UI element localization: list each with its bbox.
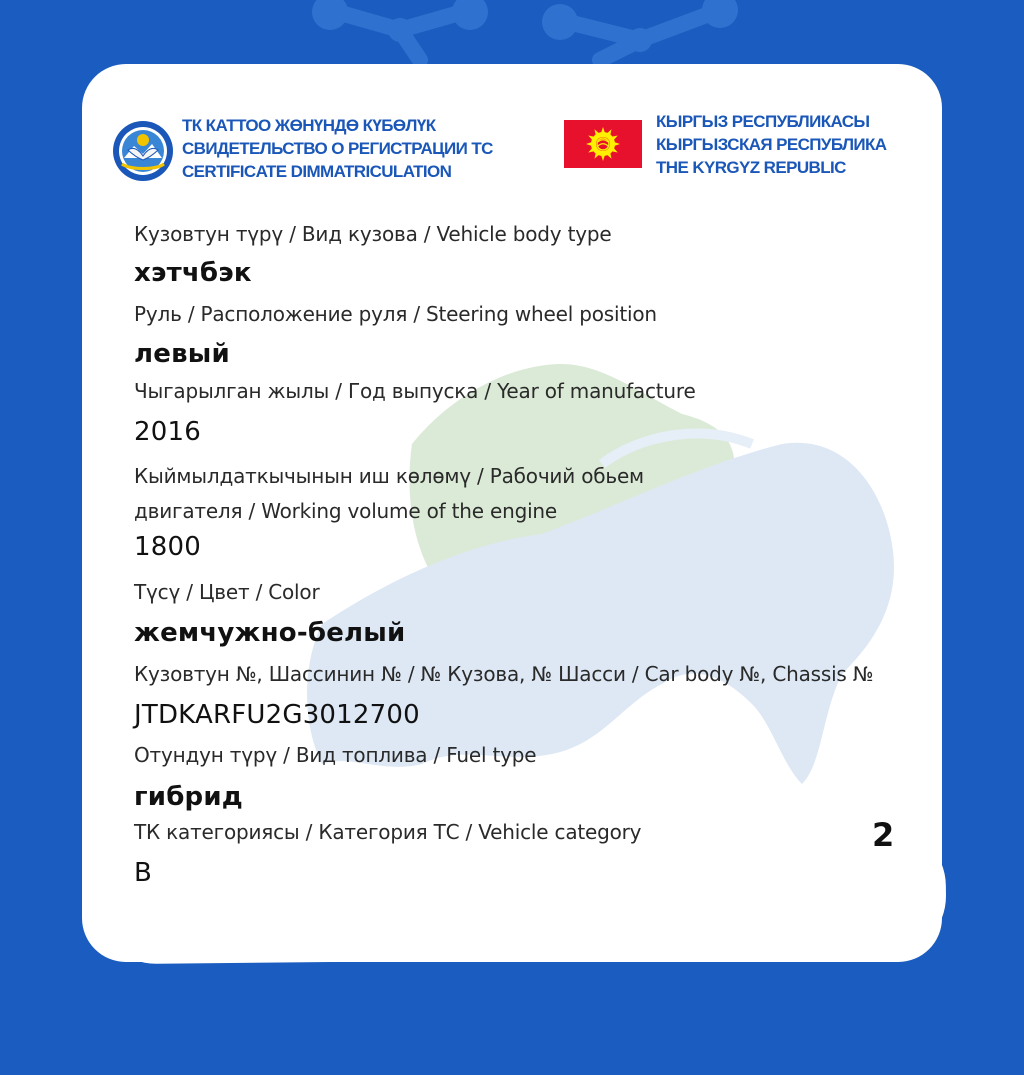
fuel-type-value: гибрид: [134, 782, 243, 812]
steering-label: Руль / Расположение руля / Steering wheel position: [134, 302, 657, 326]
country-line-russian: КЫРГЫЗСКАЯ РЕСПУБЛИКА: [656, 135, 887, 154]
year-label: Чыгарылган жылы / Год выпуска / Year of manufacture: [134, 379, 696, 403]
engine-volume-value: 1800: [134, 532, 201, 562]
vehicle-category-label: ТК категориясы / Категория ТС / Vehicle category: [134, 820, 642, 844]
color-label: Түсү / Цвет / Color: [134, 580, 320, 604]
country-line-kyrgyz: КЫРГЫЗ РЕСПУБЛИКАСЫ: [656, 112, 870, 131]
body-type-value: хэтчбэк: [134, 258, 252, 288]
engine-volume-label: Кыймылдаткычынын иш көлөмү / Рабочий обьем двигателя / Working volume of the engine: [134, 464, 644, 523]
certificate-card: [82, 64, 942, 962]
kyrgyz-flag-icon: [564, 120, 642, 168]
steering-value: левый: [134, 339, 230, 369]
title-line-kyrgyz: ТК КАТТОО ЖӨНҮНДӨ КҮБӨЛҮК: [182, 116, 436, 135]
body-type-label: Кузовтун түрү / Вид кузова / Vehicle body type: [134, 222, 612, 246]
vehicle-category-value: B: [134, 858, 153, 888]
chassis-value: JTDKARFU2G3012700: [134, 700, 420, 730]
page-number: 2: [872, 816, 895, 854]
title-line-english: CERTIFICATE DIMMATRICULATION: [182, 162, 452, 181]
certificate-title: [182, 114, 493, 183]
fuel-type-label: Отундун түрү / Вид топлива / Fuel type: [134, 743, 537, 767]
kyrgyz-state-emblem-icon: [112, 120, 174, 182]
chassis-label: Кузовтун №, Шассинин № / № Кузова, № Шасси / Car body №, Chassis №: [134, 662, 874, 686]
certificate-header: [82, 64, 942, 204]
title-line-russian: СВИДЕТЕЛЬСТВО О РЕГИСТРАЦИИ ТС: [182, 139, 493, 158]
year-value: 2016: [134, 417, 201, 447]
country-name: [656, 110, 886, 179]
color-value: жемчужно-белый: [134, 618, 406, 648]
country-line-english: THE KYRGYZ REPUBLIC: [656, 158, 846, 177]
